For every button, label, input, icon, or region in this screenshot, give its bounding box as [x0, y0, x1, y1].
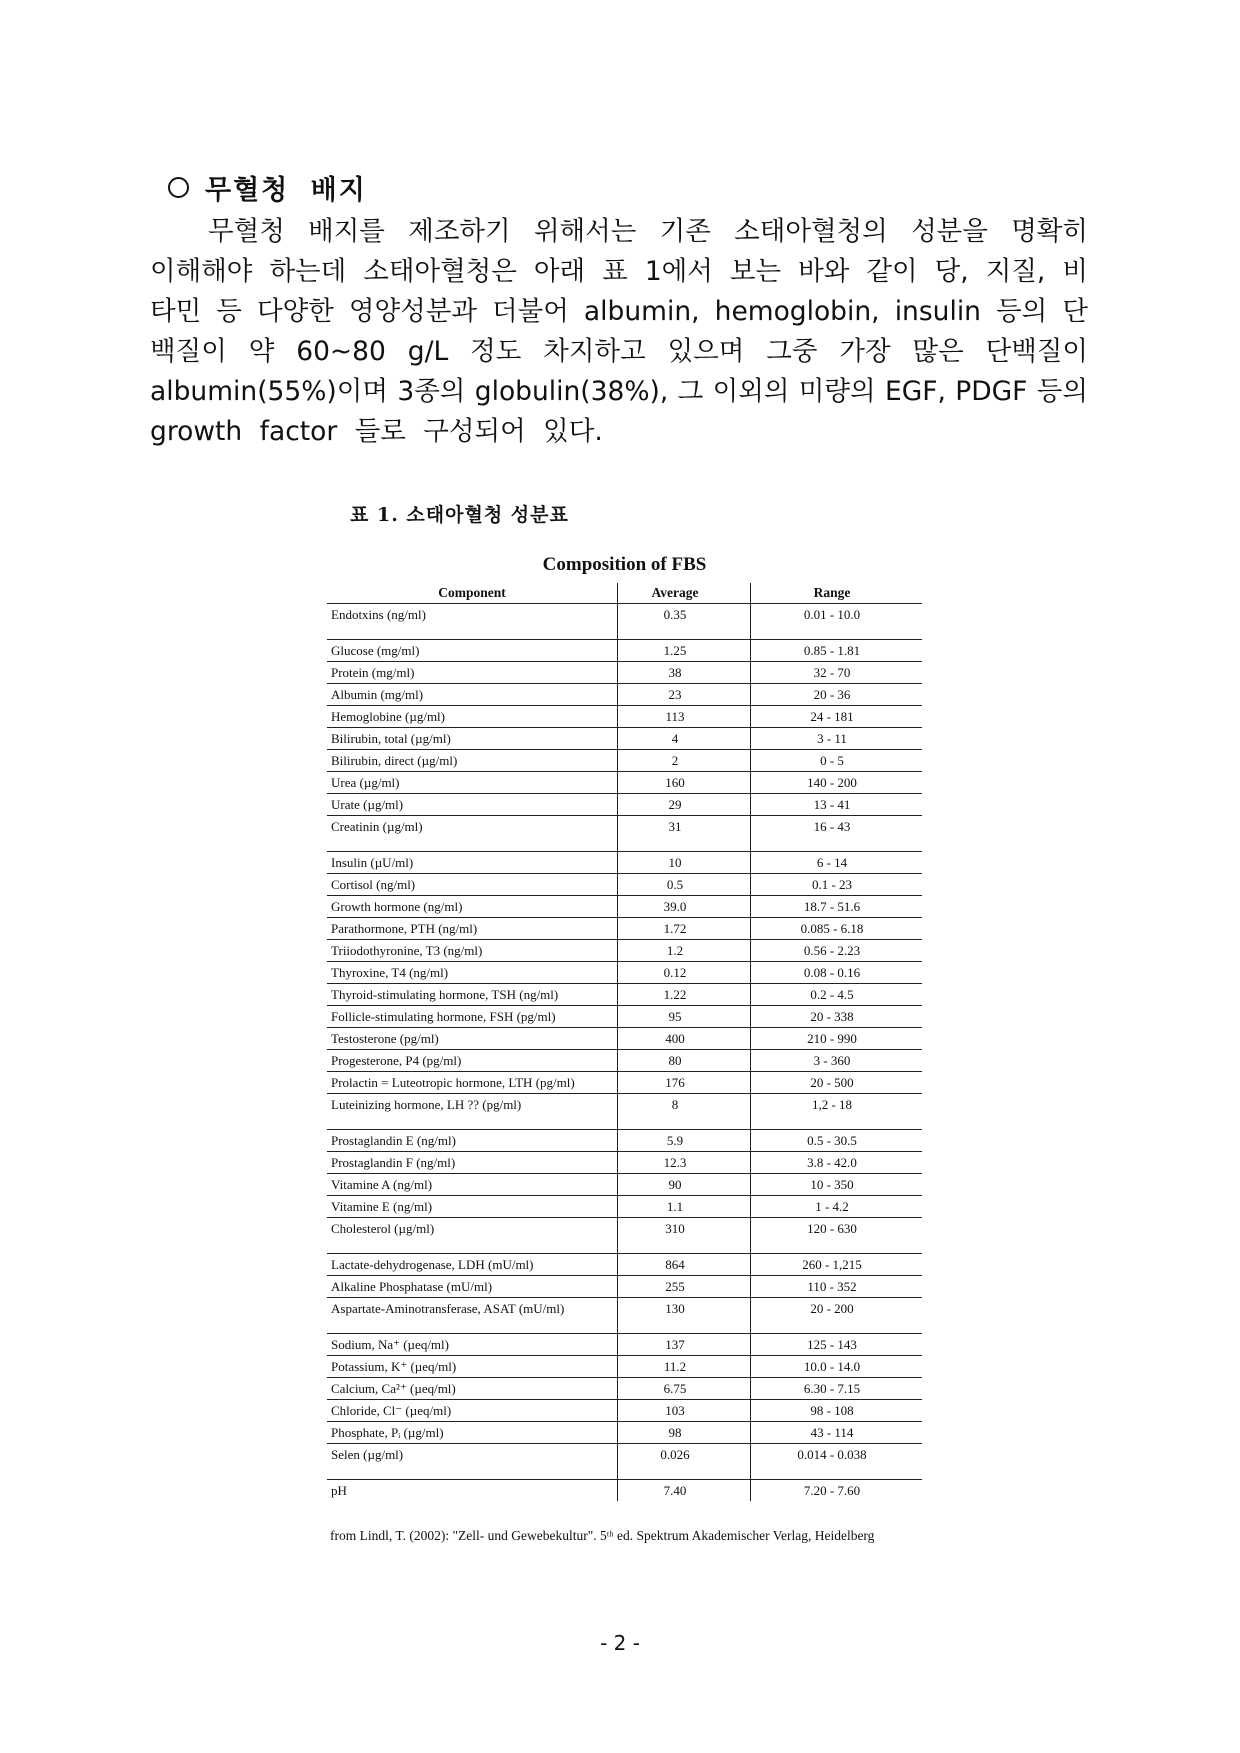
cell-component: Phosphate, Pᵢ (µg/ml) — [331, 1425, 444, 1440]
cell-component: Insulin (µU/ml) — [331, 855, 414, 870]
section-title: 무혈청 배지 — [205, 175, 367, 206]
table-row — [327, 1072, 922, 1094]
cell-range: 110 - 352 — [807, 1279, 857, 1294]
cell-range: 0.08 - 0.16 — [803, 965, 861, 980]
cell-average: 11.2 — [663, 1359, 687, 1374]
table-row — [327, 1334, 922, 1356]
cell-average: 7.40 — [663, 1483, 687, 1498]
cell-average: 10 — [668, 855, 682, 870]
paragraph-line-3: 타민 등 다양한 영양성분과 더불어 albumin, hemoglobin, insulin 등의 단 — [150, 296, 1088, 327]
table-row — [327, 706, 922, 728]
cell-average: 6.75 — [663, 1381, 687, 1396]
cell-average: 1.1 — [666, 1199, 684, 1214]
cell-average: 0.12 — [663, 965, 687, 980]
cell-range: 43 - 114 — [810, 1425, 854, 1440]
cell-average: 8 — [671, 1097, 679, 1112]
source-note: from Lindl, T. (2002): "Zell- und Gewebekultur". 5ᵗʰ ed. Spektrum Akademischer Verlag, Heidelberg — [330, 1528, 875, 1543]
table-row — [327, 1480, 922, 1501]
cell-range: 0.5 - 30.5 — [807, 1133, 857, 1148]
cell-component: Alkaline Phosphatase (mU/ml) — [331, 1279, 493, 1294]
cell-range: 13 - 41 — [813, 797, 851, 812]
cell-range: 1 - 4.2 — [815, 1199, 849, 1214]
paragraph-line-6: growth factor 들로 구성되어 있다. — [150, 416, 603, 447]
paragraph-line-4: 백질이 약 60~80 g/L 정도 차지하고 있으며 그중 가장 많은 단백질이 — [150, 336, 1088, 367]
cell-average: 103 — [665, 1403, 685, 1418]
table-row — [327, 1094, 922, 1130]
cell-component: Vitamine E (ng/ml) — [331, 1199, 433, 1214]
cell-range: 0 - 5 — [820, 753, 844, 768]
cell-average: 137 — [665, 1337, 685, 1352]
table-row — [327, 1254, 922, 1276]
cell-range: 98 - 108 — [810, 1403, 854, 1418]
table-row — [327, 1218, 922, 1254]
cell-component: Thyroxine, T4 (ng/ml) — [331, 965, 449, 980]
cell-component: Vitamine A (ng/ml) — [331, 1177, 433, 1192]
table-row — [327, 1400, 922, 1422]
cell-component: Follicle-stimulating hormone, FSH (pg/ml) — [331, 1009, 556, 1024]
cell-range: 18.7 - 51.6 — [803, 899, 861, 914]
cell-average: 12.3 — [663, 1155, 687, 1170]
cell-average: 160 — [665, 775, 685, 790]
cell-component: Creatinin (µg/ml) — [331, 819, 423, 834]
cell-component: Progesterone, P4 (pg/ml) — [331, 1053, 462, 1068]
cell-range: 1,2 - 18 — [811, 1097, 853, 1112]
cell-component: Hemoglobine (µg/ml) — [331, 709, 445, 724]
paragraph-line-1: 무혈청 배지를 제조하기 위해서는 기존 소태아혈청의 성분을 명확히 — [208, 216, 1088, 247]
cell-component: Sodium, Na⁺ (µeq/ml) — [331, 1337, 449, 1352]
cell-average: 39.0 — [663, 899, 687, 914]
table-caption: 표 1. 소태아혈청 성분표 — [350, 504, 569, 526]
cell-range: 24 - 181 — [810, 709, 854, 724]
cell-component: Bilirubin, direct (µg/ml) — [331, 753, 458, 768]
table-row — [327, 852, 922, 874]
table-row — [327, 728, 922, 750]
table-row — [327, 1050, 922, 1072]
cell-component: Testosterone (pg/ml) — [331, 1031, 439, 1046]
cell-range: 0.01 - 10.0 — [803, 607, 861, 622]
cell-component: Growth hormone (ng/ml) — [331, 899, 463, 914]
cell-component: Selen (µg/ml) — [331, 1447, 404, 1462]
cell-average: 23 — [668, 687, 682, 702]
table-row — [327, 1298, 922, 1334]
cell-range: 10 - 350 — [810, 1177, 854, 1192]
cell-range: 10.0 - 14.0 — [803, 1359, 861, 1374]
cell-component: Bilirubin, total (µg/ml) — [331, 731, 451, 746]
cell-range: 210 - 990 — [807, 1031, 857, 1046]
table-body — [327, 604, 922, 1501]
cell-average: 0.5 — [666, 877, 684, 892]
cell-average: 95 — [668, 1009, 682, 1024]
section-heading — [168, 168, 367, 207]
cell-average: 1.2 — [666, 943, 684, 958]
header-average: Average — [651, 585, 699, 600]
header-range: Range — [813, 585, 851, 600]
cell-component: Glucose (mg/ml) — [331, 643, 420, 658]
cell-average: 1.25 — [663, 643, 687, 658]
table-row — [327, 1028, 922, 1050]
cell-component: Aspartate-Aminotransferase, ASAT (mU/ml) — [331, 1301, 565, 1316]
table-row — [327, 1422, 922, 1444]
cell-average: 31 — [668, 819, 682, 834]
cell-component: Prostaglandin E (ng/ml) — [331, 1133, 456, 1148]
table-row — [327, 1444, 922, 1480]
cell-component: Parathormone, PTH (ng/ml) — [331, 921, 478, 936]
table-row — [327, 962, 922, 984]
cell-average: 864 — [665, 1257, 685, 1272]
cell-average: 310 — [665, 1221, 685, 1236]
cell-average: 130 — [665, 1301, 685, 1316]
cell-average: 400 — [665, 1031, 685, 1046]
table-row — [327, 1152, 922, 1174]
table-row — [327, 940, 922, 962]
composition-table — [327, 583, 922, 1501]
cell-range: 0.85 - 1.81 — [803, 643, 861, 658]
table-row — [327, 1174, 922, 1196]
cell-range: 140 - 200 — [807, 775, 857, 790]
table-row — [327, 662, 922, 684]
cell-range: 32 - 70 — [813, 665, 851, 680]
circle-bullet-icon — [168, 177, 189, 198]
cell-range: 20 - 36 — [813, 687, 851, 702]
cell-range: 0.1 - 23 — [811, 877, 853, 892]
table-row — [327, 1276, 922, 1298]
table-row — [327, 772, 922, 794]
cell-component: Potassium, K⁺ (µeq/ml) — [331, 1359, 457, 1374]
cell-average: 255 — [665, 1279, 685, 1294]
cell-component: Prostaglandin F (ng/ml) — [331, 1155, 456, 1170]
cell-range: 7.20 - 7.60 — [803, 1483, 861, 1498]
cell-component: Lactate-dehydrogenase, LDH (mU/ml) — [331, 1257, 534, 1272]
table-row — [327, 750, 922, 772]
cell-range: 6.30 - 7.15 — [803, 1381, 861, 1396]
cell-range: 260 - 1,215 — [802, 1257, 862, 1272]
table-row — [327, 896, 922, 918]
table-row — [327, 1006, 922, 1028]
cell-range: 20 - 338 — [810, 1009, 854, 1024]
table-row — [327, 816, 922, 852]
cell-average: 0.35 — [663, 607, 687, 622]
cell-range: 120 - 630 — [807, 1221, 857, 1236]
table-row — [327, 794, 922, 816]
cell-range: 0.2 - 4.5 — [810, 987, 854, 1002]
cell-average: 2 — [671, 753, 679, 768]
cell-component: Cholesterol (µg/ml) — [331, 1221, 435, 1236]
cell-range: 20 - 200 — [810, 1301, 854, 1316]
table-header-row — [327, 583, 922, 604]
cell-component: Urate (µg/ml) — [331, 797, 404, 812]
cell-average: 4 — [671, 731, 679, 746]
cell-average: 0.026 — [660, 1447, 690, 1462]
cell-average: 176 — [665, 1075, 685, 1090]
cell-average: 5.9 — [666, 1133, 684, 1148]
cell-average: 98 — [668, 1425, 682, 1440]
cell-average: 1.72 — [663, 921, 687, 936]
cell-range: 125 - 143 — [807, 1337, 857, 1352]
cell-average: 38 — [668, 665, 682, 680]
cell-range: 0.085 - 6.18 — [800, 921, 864, 936]
cell-range: 16 - 43 — [813, 819, 851, 834]
cell-average: 29 — [668, 797, 682, 812]
paragraph-line-5: albumin(55%)이며 3종의 globulin(38%), 그 이외의 미량의 EGF, PDGF 등의 — [150, 376, 1088, 407]
table-row — [327, 984, 922, 1006]
table-row — [327, 1130, 922, 1152]
cell-component: Protein (mg/ml) — [331, 665, 415, 680]
cell-component: pH — [331, 1483, 347, 1498]
cell-component: Chloride, Cl⁻ (µeq/ml) — [331, 1403, 452, 1418]
cell-component: Albumin (mg/ml) — [331, 687, 424, 702]
cell-range: 0.56 - 2.23 — [803, 943, 861, 958]
table-row — [327, 640, 922, 662]
cell-component: Cortisol (ng/ml) — [331, 877, 416, 892]
cell-range: 6 - 14 — [816, 855, 848, 870]
table-row — [327, 684, 922, 706]
cell-range: 0.014 - 0.038 — [797, 1447, 867, 1462]
cell-range: 20 - 500 — [810, 1075, 854, 1090]
header-component: Component — [438, 585, 506, 600]
table-row — [327, 1196, 922, 1218]
table-row — [327, 1356, 922, 1378]
cell-component: Thyroid-stimulating hormone, TSH (ng/ml) — [331, 987, 559, 1002]
table-row — [327, 918, 922, 940]
cell-component: Calcium, Ca²⁺ (µeq/ml) — [331, 1381, 456, 1396]
cell-range: 3 - 11 — [817, 731, 847, 746]
cell-average: 80 — [668, 1053, 682, 1068]
table-title: Composition of FBS — [542, 554, 707, 575]
cell-average: 113 — [665, 709, 685, 724]
table-row — [327, 1378, 922, 1400]
cell-range: 3.8 - 42.0 — [807, 1155, 857, 1170]
cell-component: Luteinizing hormone, LH ?? (pg/ml) — [331, 1097, 522, 1112]
cell-average: 90 — [668, 1177, 682, 1192]
cell-average: 1.22 — [663, 987, 687, 1002]
paragraph-line-2: 이해해야 하는데 소태아혈청은 아래 표 1에서 보는 바와 같이 당, 지질, 비 — [150, 256, 1088, 287]
cell-component: Urea (µg/ml) — [331, 775, 400, 790]
cell-range: 3 - 360 — [813, 1053, 851, 1068]
page-number: - 2 - — [600, 1631, 640, 1655]
table-row — [327, 604, 922, 640]
cell-component: Triiodothyronine, T3 (ng/ml) — [331, 943, 483, 958]
table-row — [327, 874, 922, 896]
cell-component: Endotxins (ng/ml) — [331, 607, 426, 622]
cell-component: Prolactin = Luteotropic hormone, LTH (pg/ml) — [331, 1075, 575, 1090]
